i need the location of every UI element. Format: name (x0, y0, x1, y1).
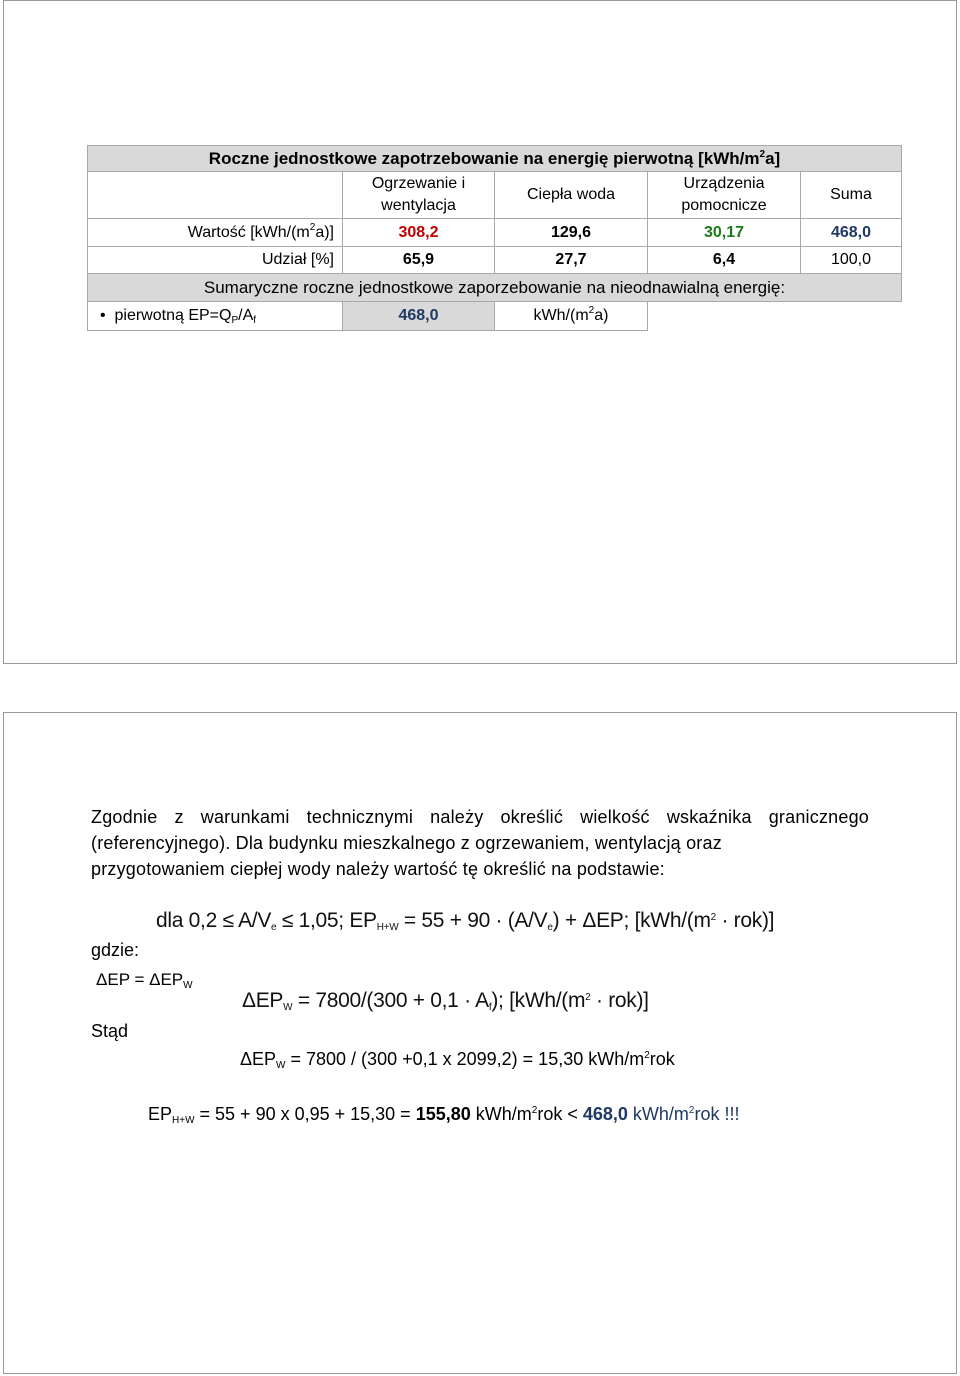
table-header-row (88, 172, 902, 219)
header-empty (88, 172, 343, 219)
header-aux-devices: Urządzenia pomocnicze (648, 172, 801, 219)
where-label: gdzie: (91, 940, 140, 960)
value-sum: 468,0 (801, 219, 902, 247)
header-heating: Ogrzewanie i wentylacja (343, 172, 495, 219)
empty-cell (648, 302, 801, 331)
header-hot-water: Ciepła woda (495, 172, 648, 219)
value-aux-devices: 30,17 (648, 219, 801, 247)
compare-value: 468,0 (582, 1104, 628, 1124)
formula-delta-ep-w: $\Delta EP_W = 7800/(300 + 0,1 \cdot A_f)$; $[kWh/(m^2 \cdot rok)]$ (242, 989, 649, 1013)
table-title: Roczne jednostkowe zapotrzebowanie na energię pierwotną $[kWh/m^2a]$ (88, 146, 902, 172)
table-row (88, 219, 902, 247)
ep-row (88, 302, 902, 331)
header-sum: Suma (801, 172, 902, 219)
delta-ep-definition: $\Delta EP = \Delta EP_W$ (96, 970, 193, 991)
row-label-share: Udział [%] (88, 247, 343, 274)
ep-label: • pierwotną $EP=Q_P/A_f$ (88, 302, 343, 331)
ep-unit: kWh/$(m^2a)$ (495, 302, 648, 331)
value-hot-water: 129,6 (495, 219, 648, 247)
energy-demand-table (87, 145, 902, 331)
hence-label: Stąd (91, 1021, 129, 1041)
calc-ep-hw: $EP_{H+W} = 55 + 90$ x 0,95 + 15,30 = 155,80 kWh/$m^2rok < 468,0$ kWh/$m^2rok$ !!! (148, 1104, 740, 1126)
share-sum: 100,0 (801, 247, 902, 274)
summary-title: Sumaryczne roczne jednostkowe zaporzebowanie na nieodnawialną energię: (88, 274, 902, 302)
ep-value: 468,0 (343, 302, 495, 331)
empty-cell (801, 302, 902, 331)
table-title-row (88, 146, 902, 172)
formula-ep-hw: dla $0,2 \le A/V_e \le 1,05$; $EP_{H+W} = 55 + 90 \cdot (A/V_e) + \Delta EP$; $[kWh/(m^2 \cdot rok)]$ (156, 909, 775, 933)
slide-energy-table (3, 0, 957, 664)
table-row (88, 247, 902, 274)
summary-title-row (88, 274, 902, 302)
row-label-value: Wartość $[kWh/(m^2a)]$ (88, 219, 343, 247)
value-heating: 308,2 (343, 219, 495, 247)
paragraph-line: Zgodnie z warunkami technicznymi należy określić wielkość wskaźnika granicznego (referencyjnego). Dla budynku mieszkalnego z ogrzewaniem, wentylacją oraz (91, 807, 869, 853)
calc-delta-ep-w: $\Delta EP_W = 7800 / (300 +0,1$ x 2099,2) = 15,30 kWh/$m^2rok$ (240, 1049, 675, 1071)
share-hot-water: 27,7 (495, 247, 648, 274)
share-aux-devices: 6,4 (648, 247, 801, 274)
share-heating: 65,9 (343, 247, 495, 274)
intro-paragraph (91, 804, 869, 882)
paragraph-line-last: przygotowaniem ciepłej wody należy wartość tę określić na podstawie: (91, 859, 665, 879)
result-value: 155,80 (415, 1104, 471, 1124)
